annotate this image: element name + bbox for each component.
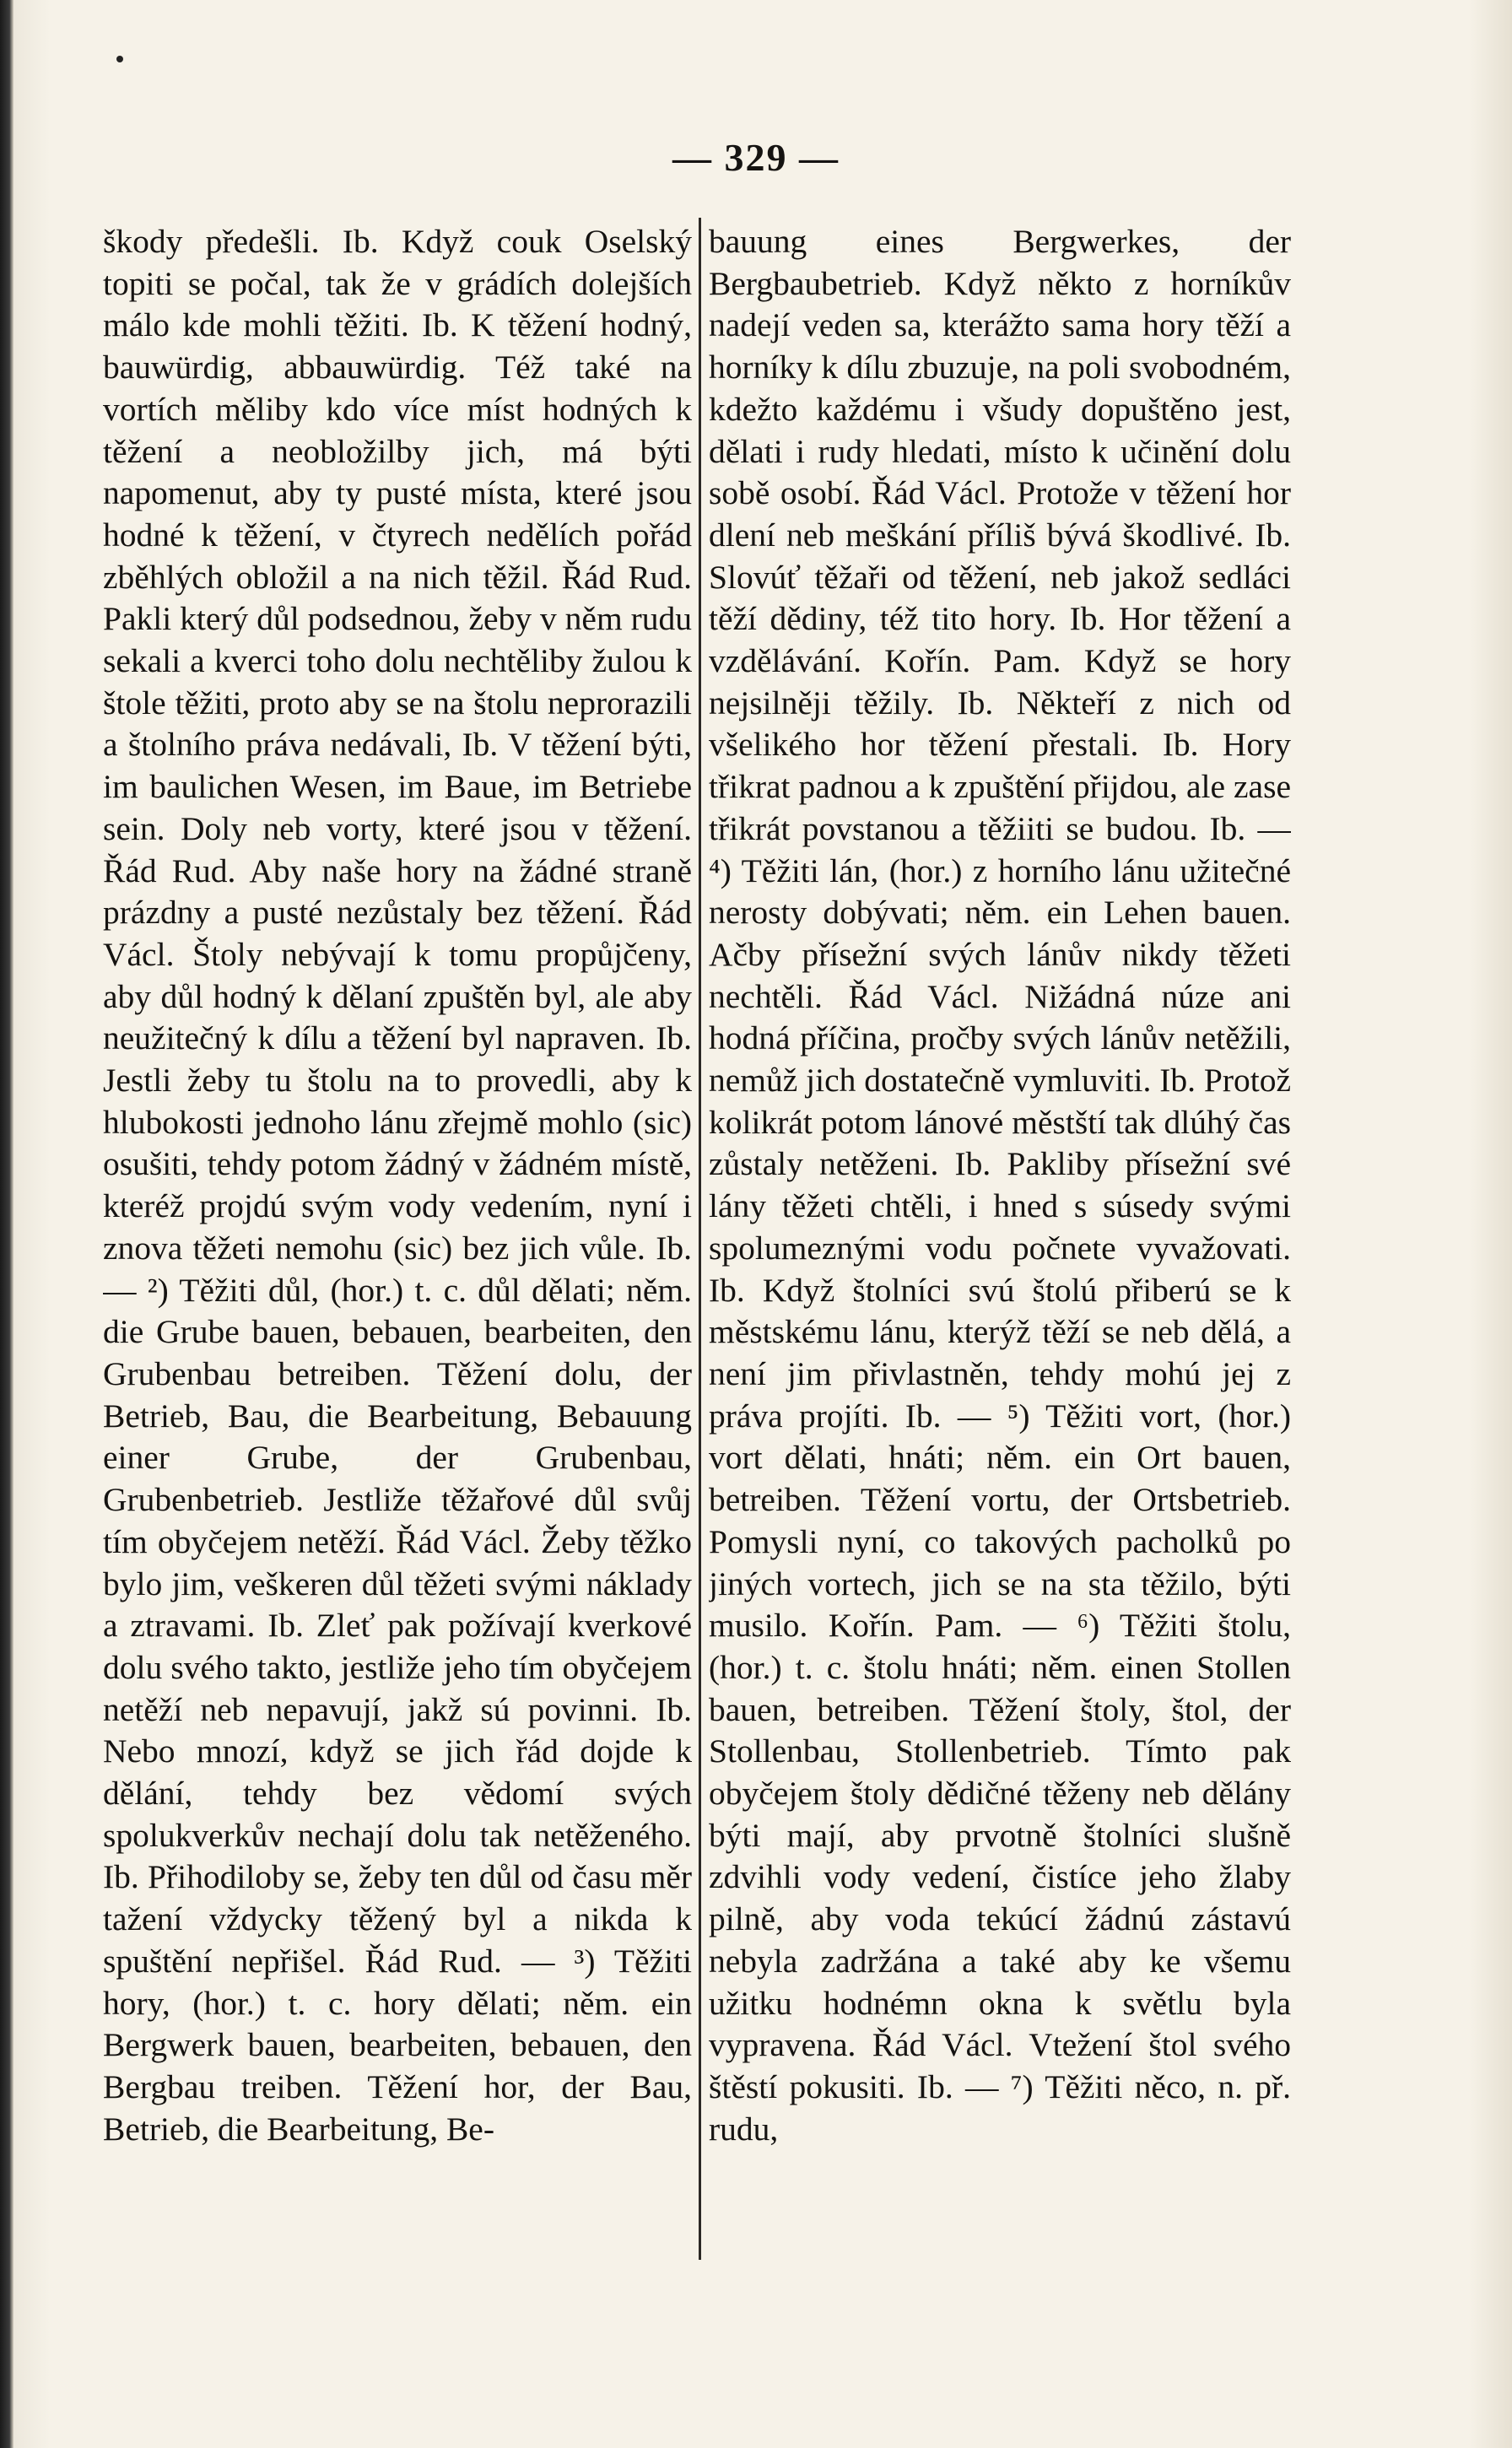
right-column-text: bauung eines Bergwerkes, der Bergbaubetrieb. Když někto z horníkův nadejí veden sa, kterážto sama hory těží a horníky k dílu zbuzuje, na poli svobodném, kdežto každému i všudy dopuštěno jest, dělati i rudy hledati, místo k učinění dolu sobě osobí. Řád Václ. Protože v těžení hor dlení neb meškání příliš bývá škodlivé. Ib. Slovúť těžaři od těžení, neb jakož sedláci těží dědiny, též tito hory. Ib. Hor těžení a vzdělávání. Kořín. Pam. Když se hory nejsilněji těžily. Ib. Někteří z nich od všelikého hor těžení přestali. Ib. Hory třikrat padnou a k zpuštění přijdou, ale zase třikrát povstanou a těžiiti se budou. Ib. — ⁴) Těžiti lán, (hor.) z horního lánu užitečné nerosty dobývati; něm. ein Lehen bauen. Ačby přísežní svých lánův nikdy těžeti nechtěli. Řád Václ. Nižádná núze ani hodná příčina, pročby svých lánův netěžili, nemůž jich dostatečně vymluviti. Ib. Protož kolikrát potom lánové městští tak dlúhý čas zůstaly netěženi. Ib. Pakliby přísežní své lány těžeti chtěli, i hned s súsedy svými spolumeznými vodu počnete vyvažovati. Ib. Když štolníci svú štolú přiberú se k městskému lánu, kterýž těží se neb dělá, a není jim přivlastněn, tehdy mohú jej z práva projíti. Ib. — ⁵) Těžiti vort, (hor.) vort dělati, hnáti; něm. ein Ort bauen, betreiben. Těžení vortu, der Ortsbetrieb. Pomysli nyní, co takových pacholků po jiných vortech, jich se na sta těžilo, býti musilo. Kořín. Pam. — ⁶) Těžiti štolu, (hor.) t. c. štolu hnáti; něm. einen Stollen bauen, betreiben. Těžení štoly, štol, der Stollenbau, Stollenbetrieb. Tímto pak obyčejem štoly dědičné těženy neb dělány býti mají, aby prvotně štolníci slušně zdvihli vody vedení, čistíce jeho žlaby pilně, aby voda tekúcí žádnú zástavú nebyla zadržána a také aby ke všemu užitku hodnémn okna k světlu byla vypravena. Řád Václ. Vtežení štol svého štěstí pokusiti. Ib. — ⁷) Těžiti něco, n. př. rudu, [709, 223, 1291, 2148]
print-speck [116, 56, 123, 62]
binding-edge [0, 0, 14, 2448]
right-column [709, 221, 1291, 2280]
left-column-text: škody předešli. Ib. Když couk Oselský topiti se počal, tak že v grádích dolejších málo kde mohli těžiti. Ib. K těžení hodný, bauwürdig, abbauwürdig. Též také na vortích měliby kdo více míst hodných k těžení a neobložilby jich, má býti napomenut, aby ty pusté místa, které jsou hodné k těžení, v čtyrech nedělích pořád zběhlých obložil a na nich těžil. Řád Rud. Pakli který důl podsednou, žeby v něm rudu sekali a kverci toho dolu nechtěliby žulou k štole těžiti, proto aby se na štolu neprorazili a štolního práva nedávali, Ib. V těžení býti, im baulichen Wesen, im Baue, im Betriebe sein. Doly neb vorty, které jsou v těžení. Řád Rud. Aby naše hory na žádné straně prázdny a pusté nezůstaly bez těžení. Řád Václ. Štoly nebývají k tomu propůjčeny, aby důl hodný k dělaní zpuštěn byl, ale aby neužitečný k dílu a těžení byl napraven. Ib. Jestli žeby tu štolu na to provedli, aby k hlubokosti jednoho lánu zřejmě mohlo (sic) osušiti, tehdy potom žádný v žádném místě, kteréž projdú svým vody vedením, nyní i znova těžeti nemohu (sic) bez jich vůle. Ib. — ²) Těžiti důl, (hor.) t. c. důl dělati; něm. die Grube bauen, bebauen, bearbeiten, den Grubenbau betreiben. Těžení dolu, der Betrieb, Bau, die Bearbeitung, Bebauung einer Grube, der Grubenbau, Grubenbetrieb. Jestliže těžařové důl svůj tím obyčejem netěží. Řád Václ. Žeby těžko bylo jim, veškeren důl těžeti svými náklady a ztravami. Ib. Zleť pak požívají kverkové dolu svého takto, jestliže jeho tím obyčejem netěží neb nepavují, jakž sú povinni. Ib. Nebo mnozí, když se jich řád dojde k dělání, tehdy bez vědomí svých spolukverkův nechají dolu tak netěženého. Ib. Přihodiloby se, žeby ten důl od času měr tažení vždycky těžený byl a nikda k spuštění nepřišel. Řád Rud. — ³) Těžiti hory, (hor.) t. c. hory dělati; něm. ein Bergwerk bauen, bearbeiten, bebauen, den Bergbau treiben. Těžení hor, der Bau, Betrieb, die Bearbeitung, Be- [103, 223, 692, 2148]
column-divider [699, 218, 701, 2260]
left-column [103, 221, 692, 2280]
page-number: — 329 — [672, 136, 840, 179]
